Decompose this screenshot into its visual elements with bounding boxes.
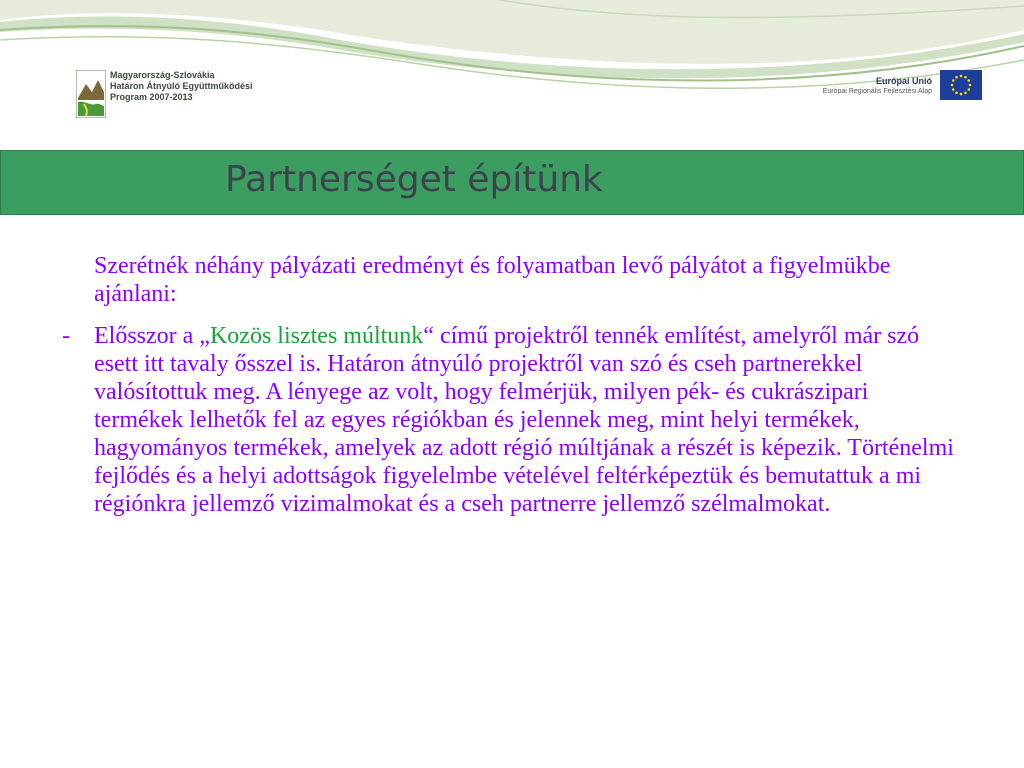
- program-logo-line-1: Magyarország-Szlovákia: [110, 70, 215, 80]
- program-logo-line-2: Határon Átnyúló Együttműködési: [110, 81, 253, 91]
- title-bar: [0, 150, 1024, 215]
- slide-body: [62, 252, 962, 518]
- bullet-text-before: Elősszor a „: [94, 323, 210, 349]
- program-logo-icon: [76, 70, 106, 118]
- slide-title: Partnerséget építünk: [225, 159, 603, 200]
- intro-paragraph: Szerétnék néhány pályázati eredményt és folyamatban levő pályátot a figyelmükbe ajánlani:: [94, 253, 891, 307]
- eu-flag-icon: [940, 70, 982, 100]
- program-logo-line-3: Program 2007-2013: [110, 92, 193, 102]
- program-logo: [76, 70, 253, 118]
- eu-logo-subtitle: Európai Regionális Fejlesztési Alap: [822, 87, 932, 95]
- bullet-text-after: “ című projektről tennék említést, amelyről már szó esett itt tavaly ősszel is. Határon átnyúló projektről van szó és cseh partnerekkel valósítottuk meg. A lényege az volt, hogy felmérjük, milyen pék- és cukrászipari termékek lelhetők fel az egyes régiókban és jelennek meg, mint helyi termékek, hagyományos termékek, amelyek az adott régió múltjának a részét is képezik. Történelmi fejlődés és a helyi adottságok figyelelmbe vételével feltérképeztük és bemutattuk a mi régiónkra jellemző vizimalmokat és a cseh partnerre jellemző szélmalmokat.: [94, 323, 954, 517]
- bullet-marker: -: [62, 323, 70, 349]
- eu-logo-title: Európai Unió: [876, 75, 932, 86]
- bullet-item: [62, 322, 962, 518]
- project-name-highlight: Kozös lisztes múltunk: [209, 323, 424, 349]
- eu-logo: [823, 70, 982, 100]
